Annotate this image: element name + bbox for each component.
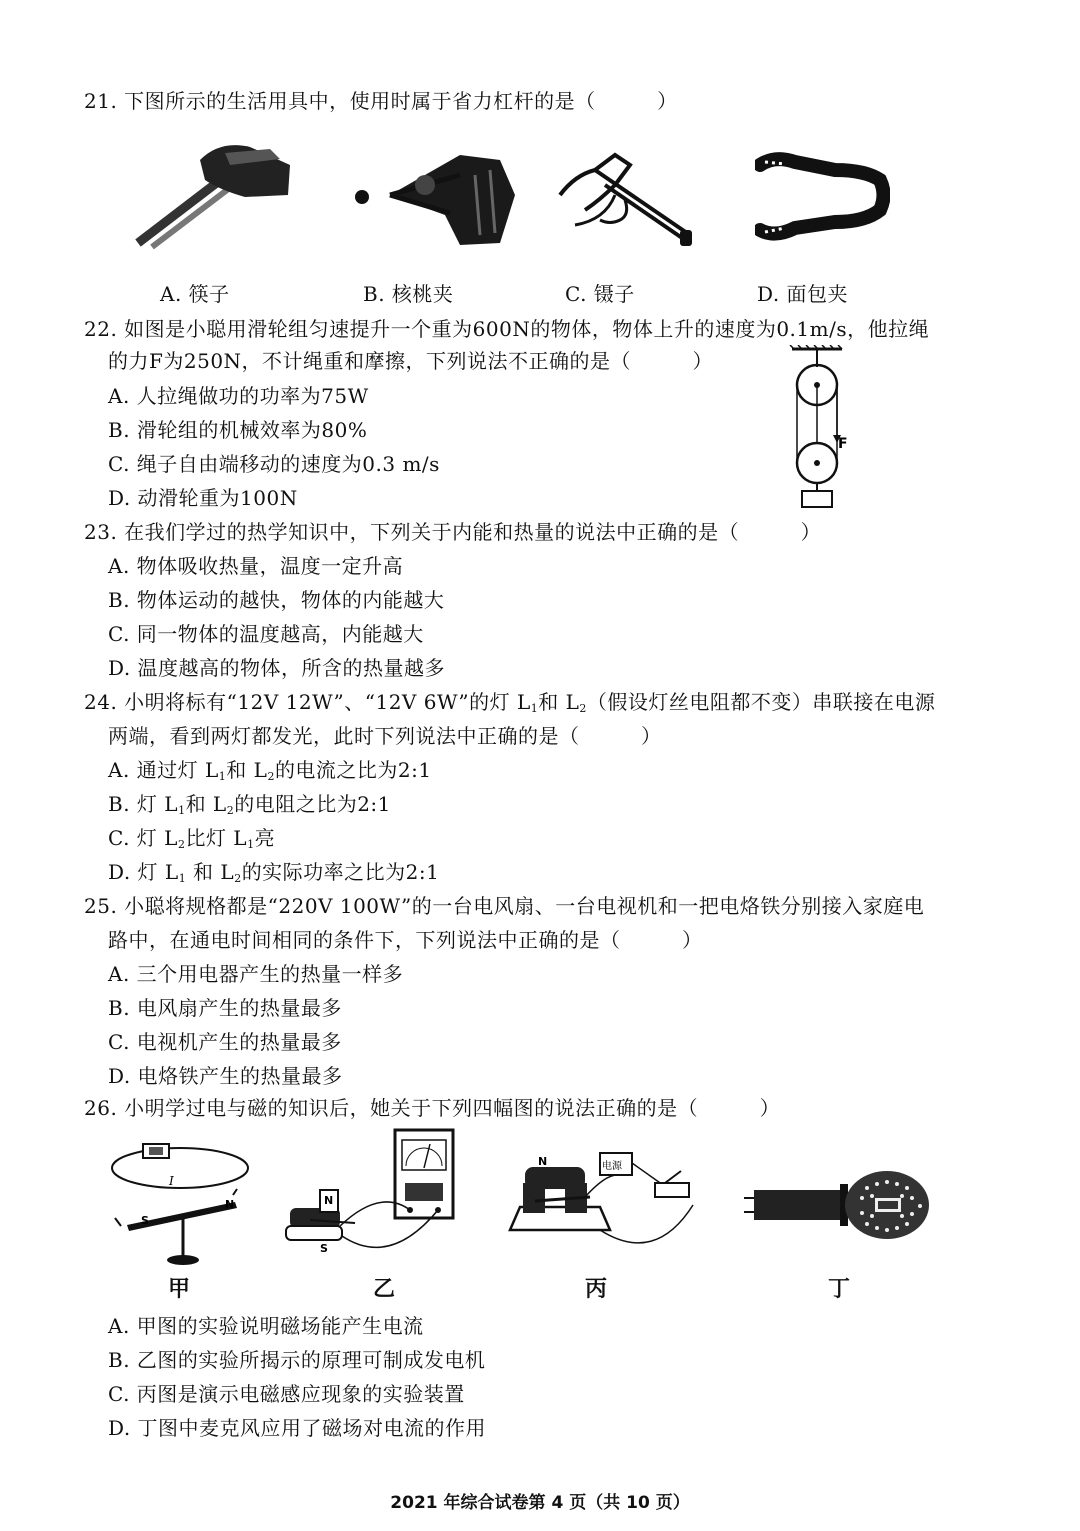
page-footer: 2021 年综合试卷第 4 页（共 10 页） [390, 1493, 690, 1513]
force-label: F [838, 436, 848, 452]
motor-principle-figure [505, 1145, 705, 1255]
q21-option-c: C. 镊子 [565, 282, 635, 306]
question-26-stem: 26. 小明学过电与磁的知识后，她关于下列四幅图的说法正确的是（ ） [84, 1096, 781, 1120]
pulley-system-figure [780, 345, 855, 510]
chopsticks-image [130, 135, 295, 250]
question-22-stem-line1: 22. 如图是小聪用滑轮组匀速提升一个重为600N的物体，物体上升的速度为0.1m/s，他拉绳 [84, 317, 930, 341]
bread-tongs-image [755, 150, 890, 245]
q25-option-a: A. 三个用电器产生的热量一样多 [108, 962, 404, 986]
walnut-cracker-image [350, 135, 525, 250]
q23-option-b: B. 物体运动的越快，物体的内能越大 [108, 588, 445, 612]
q23-option-a: A. 物体吸收热量，温度一定升高 [108, 554, 404, 578]
q23-option-c: C. 同一物体的温度越高，内能越大 [108, 622, 424, 646]
question-24-stem-line1: 24. 小明将标有“12V 12W”、“12V 6W”的灯 $L_1$和 $L_2$（假设灯丝电阻都不变）串联接在电源 [84, 690, 936, 715]
svg-text:S: S [320, 1242, 328, 1255]
q22-option-d: D. 动滑轮重为100N [108, 486, 298, 510]
svg-text:I: I [169, 1174, 174, 1188]
q22-option-b: B. 滑轮组的机械效率为80% [108, 418, 368, 442]
svg-text:N: N [324, 1194, 334, 1207]
q24-option-c: C. 灯 $L_2$比灯 $L_1$亮 [108, 826, 276, 851]
svg-text:N: N [538, 1155, 548, 1168]
q22-option-a: A. 人拉绳做功的功率为75W [108, 384, 369, 408]
q26-option-d: D. 丁图中麦克风应用了磁场对电流的作用 [108, 1416, 487, 1440]
svg-text:N: N [225, 1198, 235, 1211]
svg-text:电源: 电源 [602, 1161, 622, 1172]
q25-option-b: B. 电风扇产生的热量最多 [108, 996, 342, 1020]
microphone-figure [742, 1168, 937, 1248]
question-25-stem-line1: 25. 小聪将规格都是“220V 100W”的一台电风扇、一台电视机和一把电烙铁分别接入家庭电 [84, 894, 925, 918]
q24-option-a: A. 通过灯 $L_1$和 $L_2$的电流之比为2:1 [108, 758, 432, 783]
q25-option-d: D. 电烙铁产生的热量最多 [108, 1064, 343, 1088]
oersted-experiment-figure [105, 1140, 255, 1270]
question-21-stem: 21. 下图所示的生活用具中，使用时属于省力杠杆的是（ ） [84, 89, 678, 113]
figure-label-ding: 丁 [828, 1276, 851, 1302]
induction-galvanometer-figure [280, 1128, 470, 1273]
figure-label-yi: 乙 [373, 1276, 396, 1302]
q26-option-b: B. 乙图的实验所揭示的原理可制成发电机 [108, 1348, 486, 1372]
question-25-stem-line2: 路中，在通电时间相同的条件下，下列说法中正确的是（ ） [108, 928, 703, 952]
figure-label-bing: 丙 [585, 1276, 608, 1302]
q26-option-a: A. 甲图的实验说明磁场能产生电流 [108, 1314, 424, 1338]
q24-option-b: B. 灯 $L_1$和 $L_2$的电阻之比为2:1 [108, 792, 391, 817]
q21-option-b: B. 核桃夹 [363, 282, 454, 306]
q21-option-d: D. 面包夹 [757, 282, 849, 306]
question-22-stem-line2: 的力F为250N，不计绳重和摩擦，下列说法不正确的是（ ） [108, 349, 714, 373]
figure-label-jia: 甲 [168, 1276, 191, 1302]
q24-option-d: D. 灯 $L_1$ 和 $L_2$的实际功率之比为2:1 [108, 860, 440, 885]
q21-option-a: A. 筷子 [160, 282, 230, 306]
q25-option-c: C. 电视机产生的热量最多 [108, 1030, 342, 1054]
q23-option-d: D. 温度越高的物体，所含的热量越多 [108, 656, 446, 680]
tweezers-image [555, 140, 705, 255]
svg-text:S: S [141, 1214, 149, 1227]
q26-option-c: C. 丙图是演示电磁感应现象的实验装置 [108, 1382, 465, 1406]
question-24-stem-line2: 两端，看到两灯都发光，此时下列说法中正确的是（ ） [108, 724, 662, 748]
question-23-stem: 23. 在我们学过的热学知识中，下列关于内能和热量的说法中正确的是（ ） [84, 520, 822, 544]
q22-option-c: C. 绳子自由端移动的速度为0.3 m/s [108, 452, 440, 476]
